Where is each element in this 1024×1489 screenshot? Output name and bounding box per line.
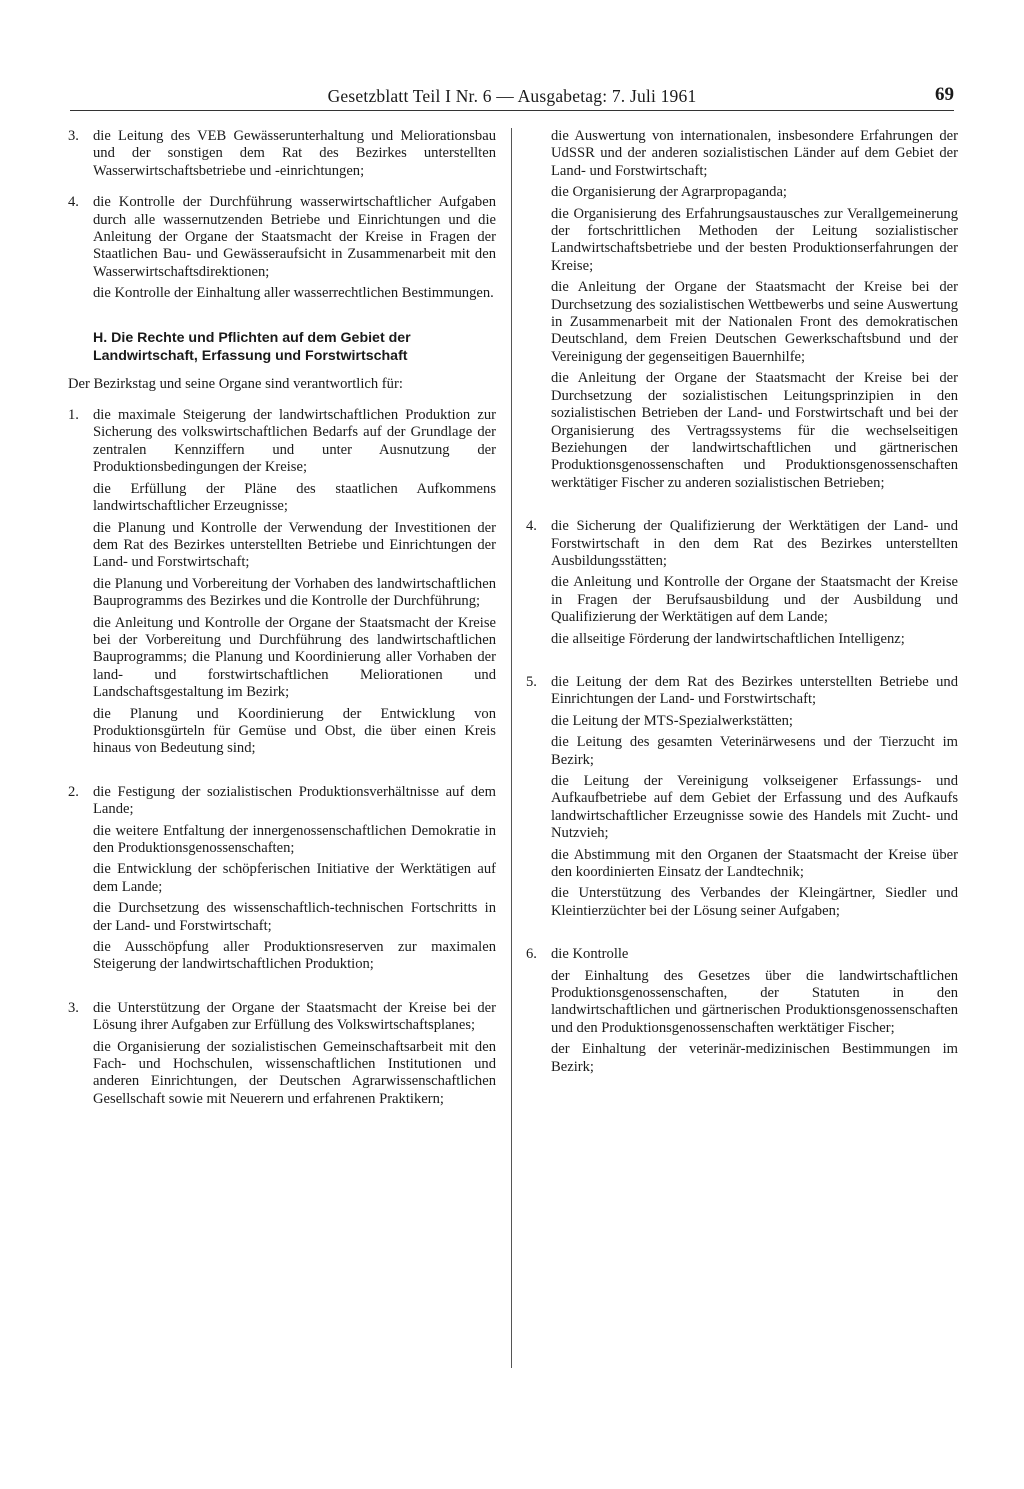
item-number: 3. [68,128,79,144]
paragraph: die Erfüllung der Pläne des staatlichen Aufkommens landwirtschaftlicher Erzeugnisse; [93,480,496,515]
paragraph: die Planung und Kontrolle der Verwendung der Investitionen der dem Rat des Bezirkes unterstellten Betriebe und Einrichtungen der Land- und Forstwirtschaft; [93,519,496,571]
section-heading: H. Die Rechte und Pflichten auf dem Gebiet der Landwirtschaft, Erfassung und Forstwirtschaft [93,329,411,365]
paragraph: die Auswertung von internationalen, insbesondere Erfahrungen der UdSSR und der anderen sozialistischen Länder auf dem Gebiet der Land- und Forstwirtschaft; [551,128,958,179]
list-item-h5 [526,674,958,920]
paragraph: die allseitige Förderung der landwirtschaftlichen Intelligenz; [551,630,905,647]
item-number: 3. [68,999,79,1016]
paragraph: der Einhaltung der veterinär-medizinischen Bestimmungen im Bezirk; [551,1041,958,1075]
paragraph: die Durchsetzung des wissenschaftlich-technischen Fortschritts in der Land- und Forstwirtschaft; [93,900,496,934]
paragraph: der Einhaltung des Gesetzes über die landwirtschaftlichen Produktionsgenossenschaften, der Statuten in den landwirtschaftlichen und gärtnerischen Produktionsgenossenschaften und den Produktionsgenossenschaften werktätiger Fischer; [551,967,958,1036]
paragraph: die Planung und Koordinierung der Entwicklung von Produktionsgürteln für Gemüse und Obst, die über einen Kreis hinaus von Bedeutung sind; [93,705,496,757]
paragraph: die Anleitung und Kontrolle der Organe der Staatsmacht der Kreise bei der Vorbereitung und Durchführung des landwirtschaftlichen Bauprogramms; die Planung und Koordinierung aller Vorhaben der land- und forstwirtschaftlichen Meliorationen und Landschaftsgestaltung im Bezirk; [93,614,496,701]
paragraph: die Organisierung des Erfahrungsaustausches zur Verallgemeinerung der fortschrittlichen Methoden der Leitung sozialistischer Landwirtschaftsbetriebe und der besten Produktionserfahrungen der Kreise; [551,205,958,274]
header-title: Gesetzblatt Teil I Nr. 6 — Ausgabetag: 7. Juli 1961 [327,86,697,106]
item-number: 5. [526,673,537,690]
left-column [68,128,496,1112]
paragraph: die Abstimmung mit den Organen der Staatsmacht der Kreise über den koordinierten Einsatz der Landtechnik; [551,846,958,881]
item-number: 2. [68,783,79,800]
paragraph: die Organisierung der Agrarpropaganda; [551,184,787,201]
list-item-h2 [68,784,496,974]
paragraph: die Festigung der sozialistischen Produktionsverhältnisse auf dem Lande; [93,783,496,818]
running-header [70,86,954,111]
section-intro: Der Bezirkstag und seine Organe sind verantwortlich für: [68,375,403,392]
paragraph: die Leitung der MTS-Spezialwerkstätten; [551,712,793,729]
list-item-h1 [68,407,496,758]
paragraph: die Leitung der dem Rat des Bezirkes unterstellten Betriebe und Einrichtungen der Land- und Forstwirtschaft; [551,673,958,708]
page-number: 69 [935,84,954,105]
paragraph: die weitere Entfaltung der innergenossenschaftlichen Demokratie in den Produktionsgenossenschaften; [93,822,496,856]
right-column [526,128,958,1080]
paragraph: die Sicherung der Qualifizierung der Werktätigen der Land- und Forstwirtschaft in den dem Rat des Bezirkes unterstellten Ausbildungsstätten; [551,518,958,569]
list-item-h3 [68,1000,496,1108]
paragraph: die Leitung des VEB Gewässerunterhaltung und Meliorationsbau und der sonstigen dem Rat des Bezirkes unterstellten Wasserwirtschaftsbetriebe und -einrichtungen; [93,128,496,179]
paragraph: die Organisierung der sozialistischen Gemeinschaftsarbeit mit den Fach- und Hochschulen, wissenschaftlichen Institutionen und anderen Einrichtungen, der Deutschen Agrarwissenschaftlichen Gesellschaft sowie mit Neuerern und erfahrenen Praktikern; [93,1038,496,1107]
paragraph: die Kontrolle der Durchführung wasserwirtschaftlicher Aufgaben durch alle wassernutzenden Betriebe und Einrichtungen und die Anleitung der Organe der Staatsmacht der Kreise in Fragen der Staatlichen Bau- und Gewässeraufsicht in Zusammenarbeit mit den Wasserwirtschaftsdirektionen; [93,194,496,280]
paragraph: die Leitung des gesamten Veterinärwesens und der Tierzucht im Bezirk; [551,734,958,768]
item-number: 6. [526,946,537,963]
list-item-h6 [526,946,958,1076]
item-number: 1. [68,407,79,424]
list-item-h3-continued [526,128,958,492]
list-item-4-water [68,194,496,302]
paragraph: die Kontrolle der Einhaltung aller wasserrechtlichen Bestimmungen. [93,285,494,302]
list-item-h4 [526,518,958,648]
paragraph: die Leitung der Vereinigung volkseigener Erfassungs- und Aufkaufbetriebe auf dem Gebiet der Erfassung und des Aufkaufs landwirtschaftlicher Erzeugnisse sowie des Handels mit Zucht- und Nutzvieh; [551,773,958,842]
paragraph: die Anleitung der Organe der Staatsmacht der Kreise bei der Durchsetzung der sozialistischen Leitungsprinzipien in den sozialistischen Betrieben der Land- und Forstwirtschaft und bei der Organisierung des Vertragssystems für die wechselseitigen Beziehungen der landwirtschaftlichen und gärtnerischen Produktionsgenossenschaften und Produktionsgenossenschaften werktätiger Fischer zu anderen sozialistischen Betrieben; [551,370,958,491]
paragraph: die Kontrolle [551,946,629,963]
list-item-3-water [68,128,496,180]
paragraph: die Entwicklung der schöpferischen Initiative der Werktätigen auf dem Lande; [93,861,496,895]
paragraph: die Planung und Vorbereitung der Vorhaben des landwirtschaftlichen Bauprogramms des Bezirkes und die Kontrolle der Durchführung; [93,575,496,610]
paragraph: die Ausschöpfung aller Produktionsreserven zur maximalen Steigerung der landwirtschaftlichen Produktion; [93,939,496,973]
item-number: 4. [526,518,537,535]
paragraph: die Unterstützung des Verbandes der Kleingärtner, Siedler und Kleintierzüchter bei der Lösung seiner Aufgaben; [551,885,958,919]
column-divider [511,128,512,1368]
paragraph: die Anleitung und Kontrolle der Organe der Staatsmacht der Kreise in Fragen der Berufsausbildung und der Ausbildung und Qualifizierung der Werktätigen auf dem Lande; [551,574,958,626]
item-number: 4. [68,194,79,211]
paragraph: die Anleitung der Organe der Staatsmacht der Kreise bei der Durchsetzung des sozialistischen Wettbewerbs und seine Auswertung in Zusammenarbeit mit der Nationalen Front des demokratischen Deutschland, dem Freien Deutschen Gewerkschaftsbund und der Vereinigung der gegenseitigen Bauernhilfe; [551,279,958,365]
paragraph: die maximale Steigerung der landwirtschaftlichen Produktion zur Sicherung des volkswirtschaftlichen Bedarfs auf der Grundlage der zentralen Kennziffern und unter Ausnutzung der Produktionsbedingungen der Kreise; [93,407,496,476]
paragraph: die Unterstützung der Organe der Staatsmacht der Kreise bei der Lösung ihrer Aufgaben zur Erfüllung des Volkswirtschaftsplanes; [93,999,496,1034]
